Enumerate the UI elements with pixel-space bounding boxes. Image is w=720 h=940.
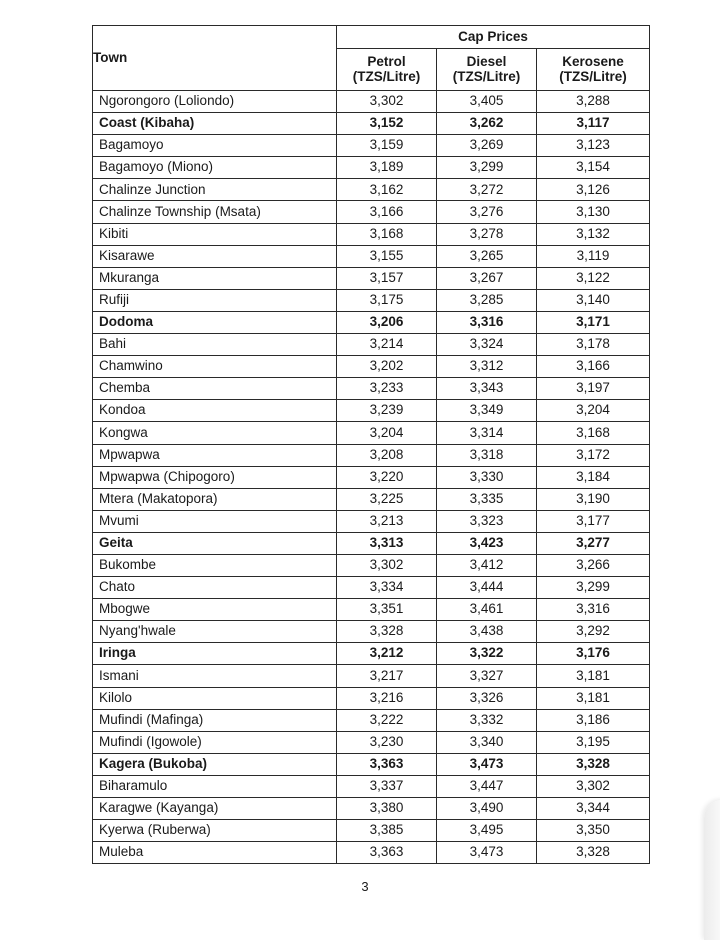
town-cell: Mkuranga: [93, 267, 337, 289]
town-cell: Iringa: [93, 643, 337, 665]
kerosene-price-cell: 3,166: [537, 356, 650, 378]
town-cell: Kyerwa (Ruberwa): [93, 820, 337, 842]
diesel-price-cell: 3,316: [437, 311, 537, 333]
diesel-price-cell: 3,276: [437, 201, 537, 223]
kerosene-header-name: Kerosene: [562, 53, 624, 69]
table-row: [93, 577, 650, 599]
town-cell: Coast (Kibaha): [93, 113, 337, 135]
diesel-price-cell: 3,405: [437, 91, 537, 113]
kerosene-price-cell: 3,302: [537, 775, 650, 797]
town-cell: Geita: [93, 532, 337, 554]
kerosene-price-cell: 3,190: [537, 488, 650, 510]
cap-prices-table: [92, 25, 650, 864]
town-cell: Muleba: [93, 842, 337, 864]
kerosene-price-cell: 3,122: [537, 267, 650, 289]
diesel-price-cell: 3,340: [437, 731, 537, 753]
diesel-price-cell: 3,473: [437, 753, 537, 775]
town-cell: Kibiti: [93, 223, 337, 245]
diesel-price-cell: 3,327: [437, 665, 537, 687]
petrol-price-cell: 3,385: [337, 820, 437, 842]
diesel-price-cell: 3,318: [437, 444, 537, 466]
petrol-price-cell: 3,351: [337, 599, 437, 621]
kerosene-price-cell: 3,195: [537, 731, 650, 753]
table-row: [93, 775, 650, 797]
town-cell: Mufindi (Igowole): [93, 731, 337, 753]
kerosene-price-cell: 3,316: [537, 599, 650, 621]
diesel-price-cell: 3,272: [437, 179, 537, 201]
table-row: [93, 422, 650, 444]
kerosene-price-cell: 3,117: [537, 113, 650, 135]
diesel-price-cell: 3,335: [437, 488, 537, 510]
table-row: [93, 820, 650, 842]
petrol-price-cell: 3,230: [337, 731, 437, 753]
kerosene-price-cell: 3,140: [537, 289, 650, 311]
kerosene-price-cell: 3,171: [537, 311, 650, 333]
table-row: [93, 532, 650, 554]
diesel-price-cell: 3,330: [437, 466, 537, 488]
petrol-price-cell: 3,216: [337, 687, 437, 709]
diesel-price-cell: 3,322: [437, 643, 537, 665]
table-row: [93, 842, 650, 864]
petrol-price-cell: 3,157: [337, 267, 437, 289]
diesel-price-cell: 3,278: [437, 223, 537, 245]
petrol-price-cell: 3,168: [337, 223, 437, 245]
page-number: 3: [361, 879, 369, 894]
diesel-price-cell: 3,262: [437, 113, 537, 135]
table-row: [93, 267, 650, 289]
town-cell: Bagamoyo (Miono): [93, 157, 337, 179]
table-row: [93, 488, 650, 510]
kerosene-price-cell: 3,292: [537, 621, 650, 643]
table-row: [93, 91, 650, 113]
town-cell: Kilolo: [93, 687, 337, 709]
petrol-price-cell: 3,208: [337, 444, 437, 466]
diesel-price-cell: 3,269: [437, 135, 537, 157]
petrol-price-cell: 3,152: [337, 113, 437, 135]
table-body: [93, 91, 650, 864]
town-cell: Nyang'hwale: [93, 621, 337, 643]
kerosene-price-cell: 3,172: [537, 444, 650, 466]
petrol-header-unit: (TZS/Litre): [352, 68, 421, 84]
town-cell: Dodoma: [93, 311, 337, 333]
kerosene-price-cell: 3,176: [537, 643, 650, 665]
diesel-price-cell: 3,412: [437, 554, 537, 576]
petrol-column-header: [337, 49, 437, 91]
diesel-price-cell: 3,349: [437, 400, 537, 422]
diesel-column-header: [437, 49, 537, 91]
page-curl-decoration: [704, 800, 720, 940]
kerosene-header-unit: (TZS/Litre): [559, 68, 627, 84]
town-cell: Chalinze Junction: [93, 179, 337, 201]
diesel-price-cell: 3,267: [437, 267, 537, 289]
table-row: [93, 289, 650, 311]
petrol-price-cell: 3,166: [337, 201, 437, 223]
kerosene-price-cell: 3,344: [537, 798, 650, 820]
kerosene-price-cell: 3,266: [537, 554, 650, 576]
diesel-price-cell: 3,473: [437, 842, 537, 864]
table-row: [93, 753, 650, 775]
table-row: [93, 334, 650, 356]
petrol-price-cell: 3,214: [337, 334, 437, 356]
table-row: [93, 157, 650, 179]
petrol-price-cell: 3,313: [337, 532, 437, 554]
diesel-price-cell: 3,490: [437, 798, 537, 820]
petrol-price-cell: 3,189: [337, 157, 437, 179]
town-cell: Chamwino: [93, 356, 337, 378]
diesel-price-cell: 3,324: [437, 334, 537, 356]
kerosene-price-cell: 3,177: [537, 510, 650, 532]
petrol-price-cell: 3,175: [337, 289, 437, 311]
town-cell: Bukombe: [93, 554, 337, 576]
diesel-price-cell: 3,265: [437, 245, 537, 267]
kerosene-price-cell: 3,132: [537, 223, 650, 245]
table-row: [93, 135, 650, 157]
table-row: [93, 179, 650, 201]
petrol-price-cell: 3,334: [337, 577, 437, 599]
town-cell: Chalinze Township (Msata): [93, 201, 337, 223]
petrol-price-cell: 3,202: [337, 356, 437, 378]
petrol-price-cell: 3,380: [337, 798, 437, 820]
petrol-price-cell: 3,204: [337, 422, 437, 444]
diesel-header-unit: (TZS/Litre): [452, 68, 521, 84]
diesel-price-cell: 3,314: [437, 422, 537, 444]
diesel-price-cell: 3,423: [437, 532, 537, 554]
petrol-price-cell: 3,220: [337, 466, 437, 488]
town-cell: Rufiji: [93, 289, 337, 311]
petrol-price-cell: 3,222: [337, 709, 437, 731]
table-row: [93, 798, 650, 820]
diesel-price-cell: 3,299: [437, 157, 537, 179]
table-row: [93, 245, 650, 267]
town-cell: Ismani: [93, 665, 337, 687]
kerosene-price-cell: 3,197: [537, 378, 650, 400]
petrol-price-cell: 3,233: [337, 378, 437, 400]
town-cell: Mpwapwa: [93, 444, 337, 466]
petrol-price-cell: 3,162: [337, 179, 437, 201]
town-cell: Chemba: [93, 378, 337, 400]
table-row: [93, 400, 650, 422]
diesel-price-cell: 3,323: [437, 510, 537, 532]
town-cell: Ngorongoro (Loliondo): [93, 91, 337, 113]
diesel-price-cell: 3,332: [437, 709, 537, 731]
petrol-price-cell: 3,328: [337, 621, 437, 643]
petrol-price-cell: 3,337: [337, 775, 437, 797]
kerosene-price-cell: 3,328: [537, 842, 650, 864]
diesel-price-cell: 3,343: [437, 378, 537, 400]
petrol-price-cell: 3,213: [337, 510, 437, 532]
kerosene-price-cell: 3,184: [537, 466, 650, 488]
town-cell: Kongwa: [93, 422, 337, 444]
table-row: [93, 444, 650, 466]
petrol-price-cell: 3,217: [337, 665, 437, 687]
town-column-header: Town: [93, 26, 337, 91]
table-header: [93, 26, 650, 91]
petrol-price-cell: 3,225: [337, 488, 437, 510]
table-row: [93, 687, 650, 709]
diesel-price-cell: 3,461: [437, 599, 537, 621]
table-row: [93, 554, 650, 576]
petrol-price-cell: 3,239: [337, 400, 437, 422]
table-row: [93, 599, 650, 621]
town-cell: Bagamoyo: [93, 135, 337, 157]
kerosene-price-cell: 3,328: [537, 753, 650, 775]
table-row: [93, 311, 650, 333]
diesel-price-cell: 3,447: [437, 775, 537, 797]
town-cell: Mufindi (Mafinga): [93, 709, 337, 731]
diesel-header-name: Diesel: [466, 53, 507, 69]
table-row: [93, 731, 650, 753]
kerosene-price-cell: 3,288: [537, 91, 650, 113]
kerosene-price-cell: 3,277: [537, 532, 650, 554]
cap-prices-group-header: Cap Prices: [337, 26, 650, 49]
kerosene-price-cell: 3,130: [537, 201, 650, 223]
town-cell: Karagwe (Kayanga): [93, 798, 337, 820]
town-cell: Kagera (Bukoba): [93, 753, 337, 775]
kerosene-price-cell: 3,186: [537, 709, 650, 731]
town-cell: Kisarawe: [93, 245, 337, 267]
diesel-price-cell: 3,495: [437, 820, 537, 842]
diesel-price-cell: 3,444: [437, 577, 537, 599]
petrol-price-cell: 3,363: [337, 842, 437, 864]
diesel-price-cell: 3,285: [437, 289, 537, 311]
kerosene-price-cell: 3,154: [537, 157, 650, 179]
town-cell: Chato: [93, 577, 337, 599]
petrol-price-cell: 3,302: [337, 91, 437, 113]
town-cell: Biharamulo: [93, 775, 337, 797]
kerosene-price-cell: 3,181: [537, 665, 650, 687]
kerosene-price-cell: 3,126: [537, 179, 650, 201]
kerosene-price-cell: 3,168: [537, 422, 650, 444]
town-cell: Kondoa: [93, 400, 337, 422]
table-row: [93, 643, 650, 665]
table-row: [93, 356, 650, 378]
petrol-price-cell: 3,206: [337, 311, 437, 333]
table-row: [93, 201, 650, 223]
petrol-price-cell: 3,363: [337, 753, 437, 775]
table-row: [93, 223, 650, 245]
table-row: [93, 665, 650, 687]
kerosene-column-header: [537, 49, 650, 91]
kerosene-price-cell: 3,178: [537, 334, 650, 356]
town-cell: Mvumi: [93, 510, 337, 532]
kerosene-price-cell: 3,350: [537, 820, 650, 842]
table-row: [93, 709, 650, 731]
petrol-price-cell: 3,159: [337, 135, 437, 157]
table-row: [93, 113, 650, 135]
town-cell: Mtera (Makatopora): [93, 488, 337, 510]
kerosene-price-cell: 3,123: [537, 135, 650, 157]
town-cell: Mbogwe: [93, 599, 337, 621]
petrol-price-cell: 3,302: [337, 554, 437, 576]
table-row: [93, 621, 650, 643]
kerosene-price-cell: 3,204: [537, 400, 650, 422]
table-row: [93, 466, 650, 488]
kerosene-price-cell: 3,181: [537, 687, 650, 709]
table-row: [93, 378, 650, 400]
petrol-price-cell: 3,212: [337, 643, 437, 665]
kerosene-price-cell: 3,119: [537, 245, 650, 267]
town-cell: Bahi: [93, 334, 337, 356]
diesel-price-cell: 3,312: [437, 356, 537, 378]
table-row: [93, 510, 650, 532]
town-cell: Mpwapwa (Chipogoro): [93, 466, 337, 488]
kerosene-price-cell: 3,299: [537, 577, 650, 599]
petrol-header-name: Petrol: [367, 53, 406, 69]
diesel-price-cell: 3,438: [437, 621, 537, 643]
petrol-price-cell: 3,155: [337, 245, 437, 267]
diesel-price-cell: 3,326: [437, 687, 537, 709]
